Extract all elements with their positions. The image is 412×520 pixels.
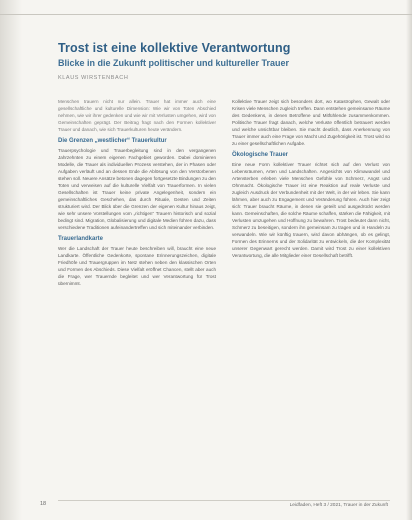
body-paragraph: Eine neue Form kollektiver Trauer richtet sich auf den Verlust von Lebensräumen, Arten und Landschaften. Angesichts von Klimawandel und Artensterben erleben viele Menschen Gefühle von Schmerz, Angst und Ohnmacht. Ökologische Trauer ist eine Reaktion auf reale Verluste und zugleich Ausdruck der Verbundenheit mit der Welt, in der wir leben. Sie kann lähmen, aber auch zu Engagement und Veränderung führen. Auch hier zeigt sich: Trauer braucht Räume, in denen sie geteilt und ausgedrückt werden kann. Gemeinschaften, die solche Räume schaffen, stärken die Fähigkeit, mit Verlusten umzugehen und Hoffnung zu bewahren. Trost bedeutet dann nicht, Schmerz zu beseitigen, sondern ihn gemeinsam zu tragen und in Handeln zu verwandeln. Wie wir künftig trauern, wird davon abhängen, ob es gelingt, Formen des Erinnerns und der Solidarität zu entwickeln, die der Komplexität unserer Gegenwart gerecht werden. Damit wird Trost zu einer kollektiven Verantwortung, die alle Mitglieder einer Gesellschaft betrifft. [232,162,390,258]
article-title: Trost ist eine kollektive Verantwortung [58,41,291,55]
right-column [232,98,390,510]
page-edge [406,0,412,520]
left-column [58,98,216,510]
top-rule [0,14,412,15]
page-number: 18 [40,501,47,507]
article-subtitle: Blicke in die Zukunft politischer und kultureller Trauer [58,58,290,68]
body-paragraph: Wer die Landschaft der Trauer heute beschreiben will, braucht eine neue Landkarte. Öffentliche Gedenkorte, spontane Erinnerungszeichen, digitale Friedhöfe und Trauergruppen im Netz stehen neben den klassischen Orten und Formen des Abschieds. Diese Vielfalt eröffnet Chancen, stellt aber auch die Frage, wer Trauernde begleitet und wer Verantwortung für Trost übernimmt. [58,246,216,286]
journal-footer: Leidfaden, Heft 3 / 2021, Trauer in der Zukunft [289,503,388,508]
footer-rule [58,500,390,501]
article-intro: Menschen trauern nicht nur allein. Trauer hat immer auch eine gesellschaftliche und kulturelle Dimension: Wie wir von Toten Abschied nehmen, wie wir ihrer gedenken und wie wir mit Verlusten umgehen, wird von Gemeinschaften geprägt. Der Beitrag fragt nach den Formen kollektiver Trauer und danach, wie sich Trauerkulturen heute verändern. [58,99,216,132]
section-heading-oekologische-trauer: Ökologische Trauer [232,152,289,158]
body-paragraph: Trauerpsychologie und Trauerbegleitung sind in den vergangenen Jahrzehnten zu einem eigenen Fachgebiet geworden. Dabei dominieren Modelle, die Trauer als individuellen Prozess verstehen, der in Phasen oder Aufgaben verläuft und an dessen Ende die Ablösung von den Verstorbenen stehen soll. Neuere Ansätze betonen dagegen fortgesetzte Bindungen zu den Toten und verweisen auf die kulturelle Vielfalt von Trauerformen. In vielen Gesellschaften ist Trauer keine private Angelegenheit, sondern ein gemeinschaftliches Geschehen, das durch Rituale, Gesten und Zeiten strukturiert wird. Der Blick über die Grenzen der eigenen Kultur hinaus zeigt, wie sehr unsere Vorstellungen vom „richtigen“ Trauern historisch und sozial bedingt sind. Migration, Globalisierung und digitale Medien führen dazu, dass verschiedene Traditionen aufeinandertreffen und sich miteinander verbinden. [58,148,216,230]
body-paragraph: Kollektive Trauer zeigt sich besonders dort, wo Katastrophen, Gewalt oder Krisen viele Menschen zugleich treffen. Dann entstehen gemeinsame Räume des Gedenkens, in denen Betroffene und Mitfühlende zusammenkommen. Politische Trauer fragt danach, welche Verluste öffentlich betrauert werden und welche unsichtbar bleiben. Sie macht deutlich, dass Anerkennung von Trauer immer auch eine Frage von Macht und Zugehörigkeit ist. Trost wird so zu einer gesellschaftlichen Aufgabe. [232,99,390,146]
article-author: KLAUS WIRSTENBACH [58,75,129,81]
spine-shadow [0,0,22,520]
section-heading-trauerlandkarte: Trauerlandkarte [58,236,104,242]
section-heading-grenzen: Die Grenzen „westlicher“ Trauerkultur [58,138,167,144]
